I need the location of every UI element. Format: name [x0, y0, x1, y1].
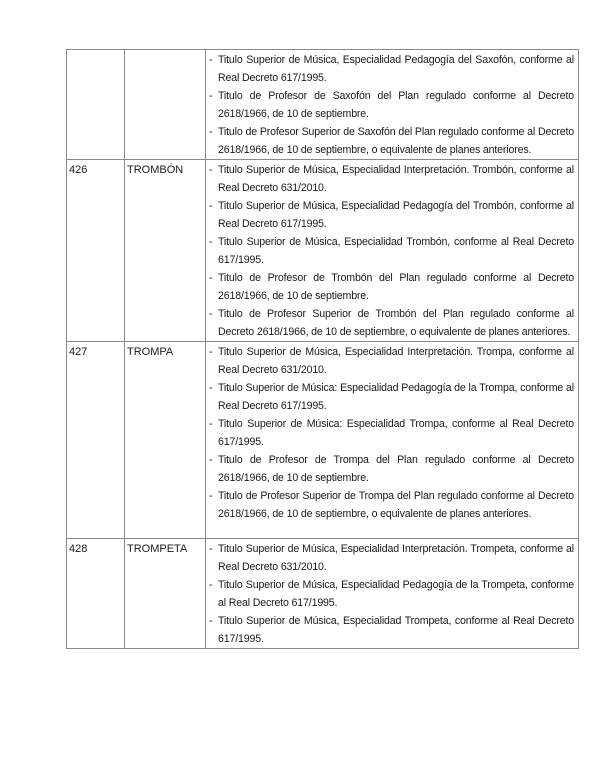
- qualifications-cell: [206, 539, 579, 649]
- qualifications-list: [206, 160, 578, 341]
- qualification-text: Titulo de Profesor de Trombón del Plan regulado conforme al Decreto 2618/1966, de 10 de septiembre.: [218, 272, 574, 302]
- qualification-text: Titulo Superior de Música, Especialidad Interpretación. Trombón, conforme al Real Decreto 631/2010.: [218, 164, 574, 194]
- dash-bullet: -: [209, 164, 213, 176]
- table-body: [67, 50, 579, 649]
- code-cell: [67, 539, 125, 649]
- qualification-text: Titulo de Profesor de Saxofón del Plan regulado conforme al Decreto 2618/1966, de 10 de septiembre.: [218, 90, 574, 120]
- name-cell: [125, 342, 206, 539]
- dash-bullet: -: [209, 90, 213, 102]
- qualification-text: Titulo Superior de Música, Especialidad Pedagogía del Saxofón, conforme al Real Decreto 617/1995.: [218, 54, 574, 84]
- qualification-text: Titulo de Profesor de Trompa del Plan regulado conforme al Decreto 2618/1966, de 10 de septiembre.: [218, 454, 574, 484]
- qualifications-cell: [206, 342, 579, 539]
- qualification-text: Titulo Superior de Música: Especialidad Trompa, conforme al Real Decreto 617/1995.: [218, 418, 574, 448]
- list-item: [209, 576, 574, 612]
- qualification-text: Titulo Superior de Música, Especialidad Pedagogía de la Trompeta, conforme al Real Decreto 617/1995.: [218, 579, 574, 609]
- dash-bullet: -: [209, 200, 213, 212]
- list-item: [209, 612, 574, 648]
- list-item: [209, 343, 574, 379]
- qualification-text: Titulo Superior de Música, Especialidad Interpretación. Trompa, conforme al Real Decreto 631/2010.: [218, 346, 574, 376]
- list-item: [209, 51, 574, 87]
- specialty-name: TROMBÓN: [127, 164, 184, 176]
- code-cell: [67, 50, 125, 160]
- qualification-text: Titulo Superior de Música, Especialidad Trompeta, conforme al Real Decreto 617/1995.: [218, 615, 574, 645]
- table-row: [67, 160, 579, 342]
- dash-bullet: -: [209, 126, 213, 138]
- specialty-code: 427: [69, 346, 88, 358]
- list-item: [209, 540, 574, 576]
- list-item: [209, 487, 574, 523]
- dash-bullet: -: [209, 543, 213, 555]
- qualification-text: Titulo Superior de Música, Especialidad Trombón, conforme al Real Decreto 617/1995.: [218, 236, 574, 266]
- dash-bullet: -: [209, 579, 213, 591]
- list-item: [209, 379, 574, 415]
- dash-bullet: -: [209, 382, 213, 394]
- dash-bullet: -: [209, 272, 213, 284]
- specialty-code: [67, 50, 124, 51]
- list-item: [209, 161, 574, 197]
- specialty-code: 426: [69, 164, 88, 176]
- qualifications-table: [66, 49, 579, 649]
- name-cell: [125, 50, 206, 160]
- code-cell: [67, 342, 125, 539]
- dash-bullet: -: [209, 236, 213, 248]
- qualification-text: Titulo de Profesor Superior de Trompa del Plan regulado conforme al Decreto 2618/1966, de 10 de septiembre, o equivalente de planes anteriores.: [218, 490, 574, 520]
- dash-bullet: -: [209, 490, 213, 502]
- dash-bullet: -: [209, 615, 213, 627]
- list-item: [209, 123, 574, 159]
- dash-bullet: -: [209, 54, 213, 66]
- list-item: [209, 305, 574, 341]
- qualification-text: Titulo Superior de Música, Especialidad Interpretación. Trompeta, conforme al Real Decreto 631/2010.: [218, 543, 574, 573]
- dash-bullet: -: [209, 418, 213, 430]
- qualifications-cell: [206, 50, 579, 160]
- code-cell: [67, 160, 125, 342]
- qualification-text: Titulo de Profesor Superior de Trombón del Plan regulado conforme al Decreto 2618/1966, de 10 de septiembre, o equivalente de planes anteriores.: [218, 308, 574, 338]
- qualification-text: Titulo de Profesor Superior de Saxofón del Plan regulado conforme al Decreto 2618/1966, de 10 de septiembre, o equivalente de planes anteriores.: [218, 126, 574, 156]
- name-cell: [125, 539, 206, 649]
- qualifications-list: [206, 50, 578, 159]
- qualifications-cell: [206, 160, 579, 342]
- list-item: [209, 197, 574, 233]
- table-row: [67, 342, 579, 539]
- dash-bullet: -: [209, 308, 213, 320]
- specialty-name: TROMPETA: [127, 543, 188, 555]
- list-item: [209, 87, 574, 123]
- specialty-name: TROMPA: [127, 346, 174, 358]
- specialty-name: [125, 50, 205, 51]
- name-cell: [125, 160, 206, 342]
- specialty-code: 428: [69, 543, 88, 555]
- dash-bullet: -: [209, 454, 213, 466]
- qualification-text: Titulo Superior de Música, Especialidad Pedagogía del Trombón, conforme al Real Decreto 617/1995.: [218, 200, 574, 230]
- table-row: [67, 50, 579, 160]
- list-item: [209, 451, 574, 487]
- table-row: [67, 539, 579, 649]
- qualifications-list: [206, 539, 578, 648]
- list-item: [209, 269, 574, 305]
- qualification-text: Titulo Superior de Música: Especialidad Pedagogía de la Trompa, conforme al Real Decreto 617/1995.: [218, 382, 574, 412]
- list-item: [209, 233, 574, 269]
- qualifications-list: [206, 342, 578, 523]
- list-item: [209, 415, 574, 451]
- dash-bullet: -: [209, 346, 213, 358]
